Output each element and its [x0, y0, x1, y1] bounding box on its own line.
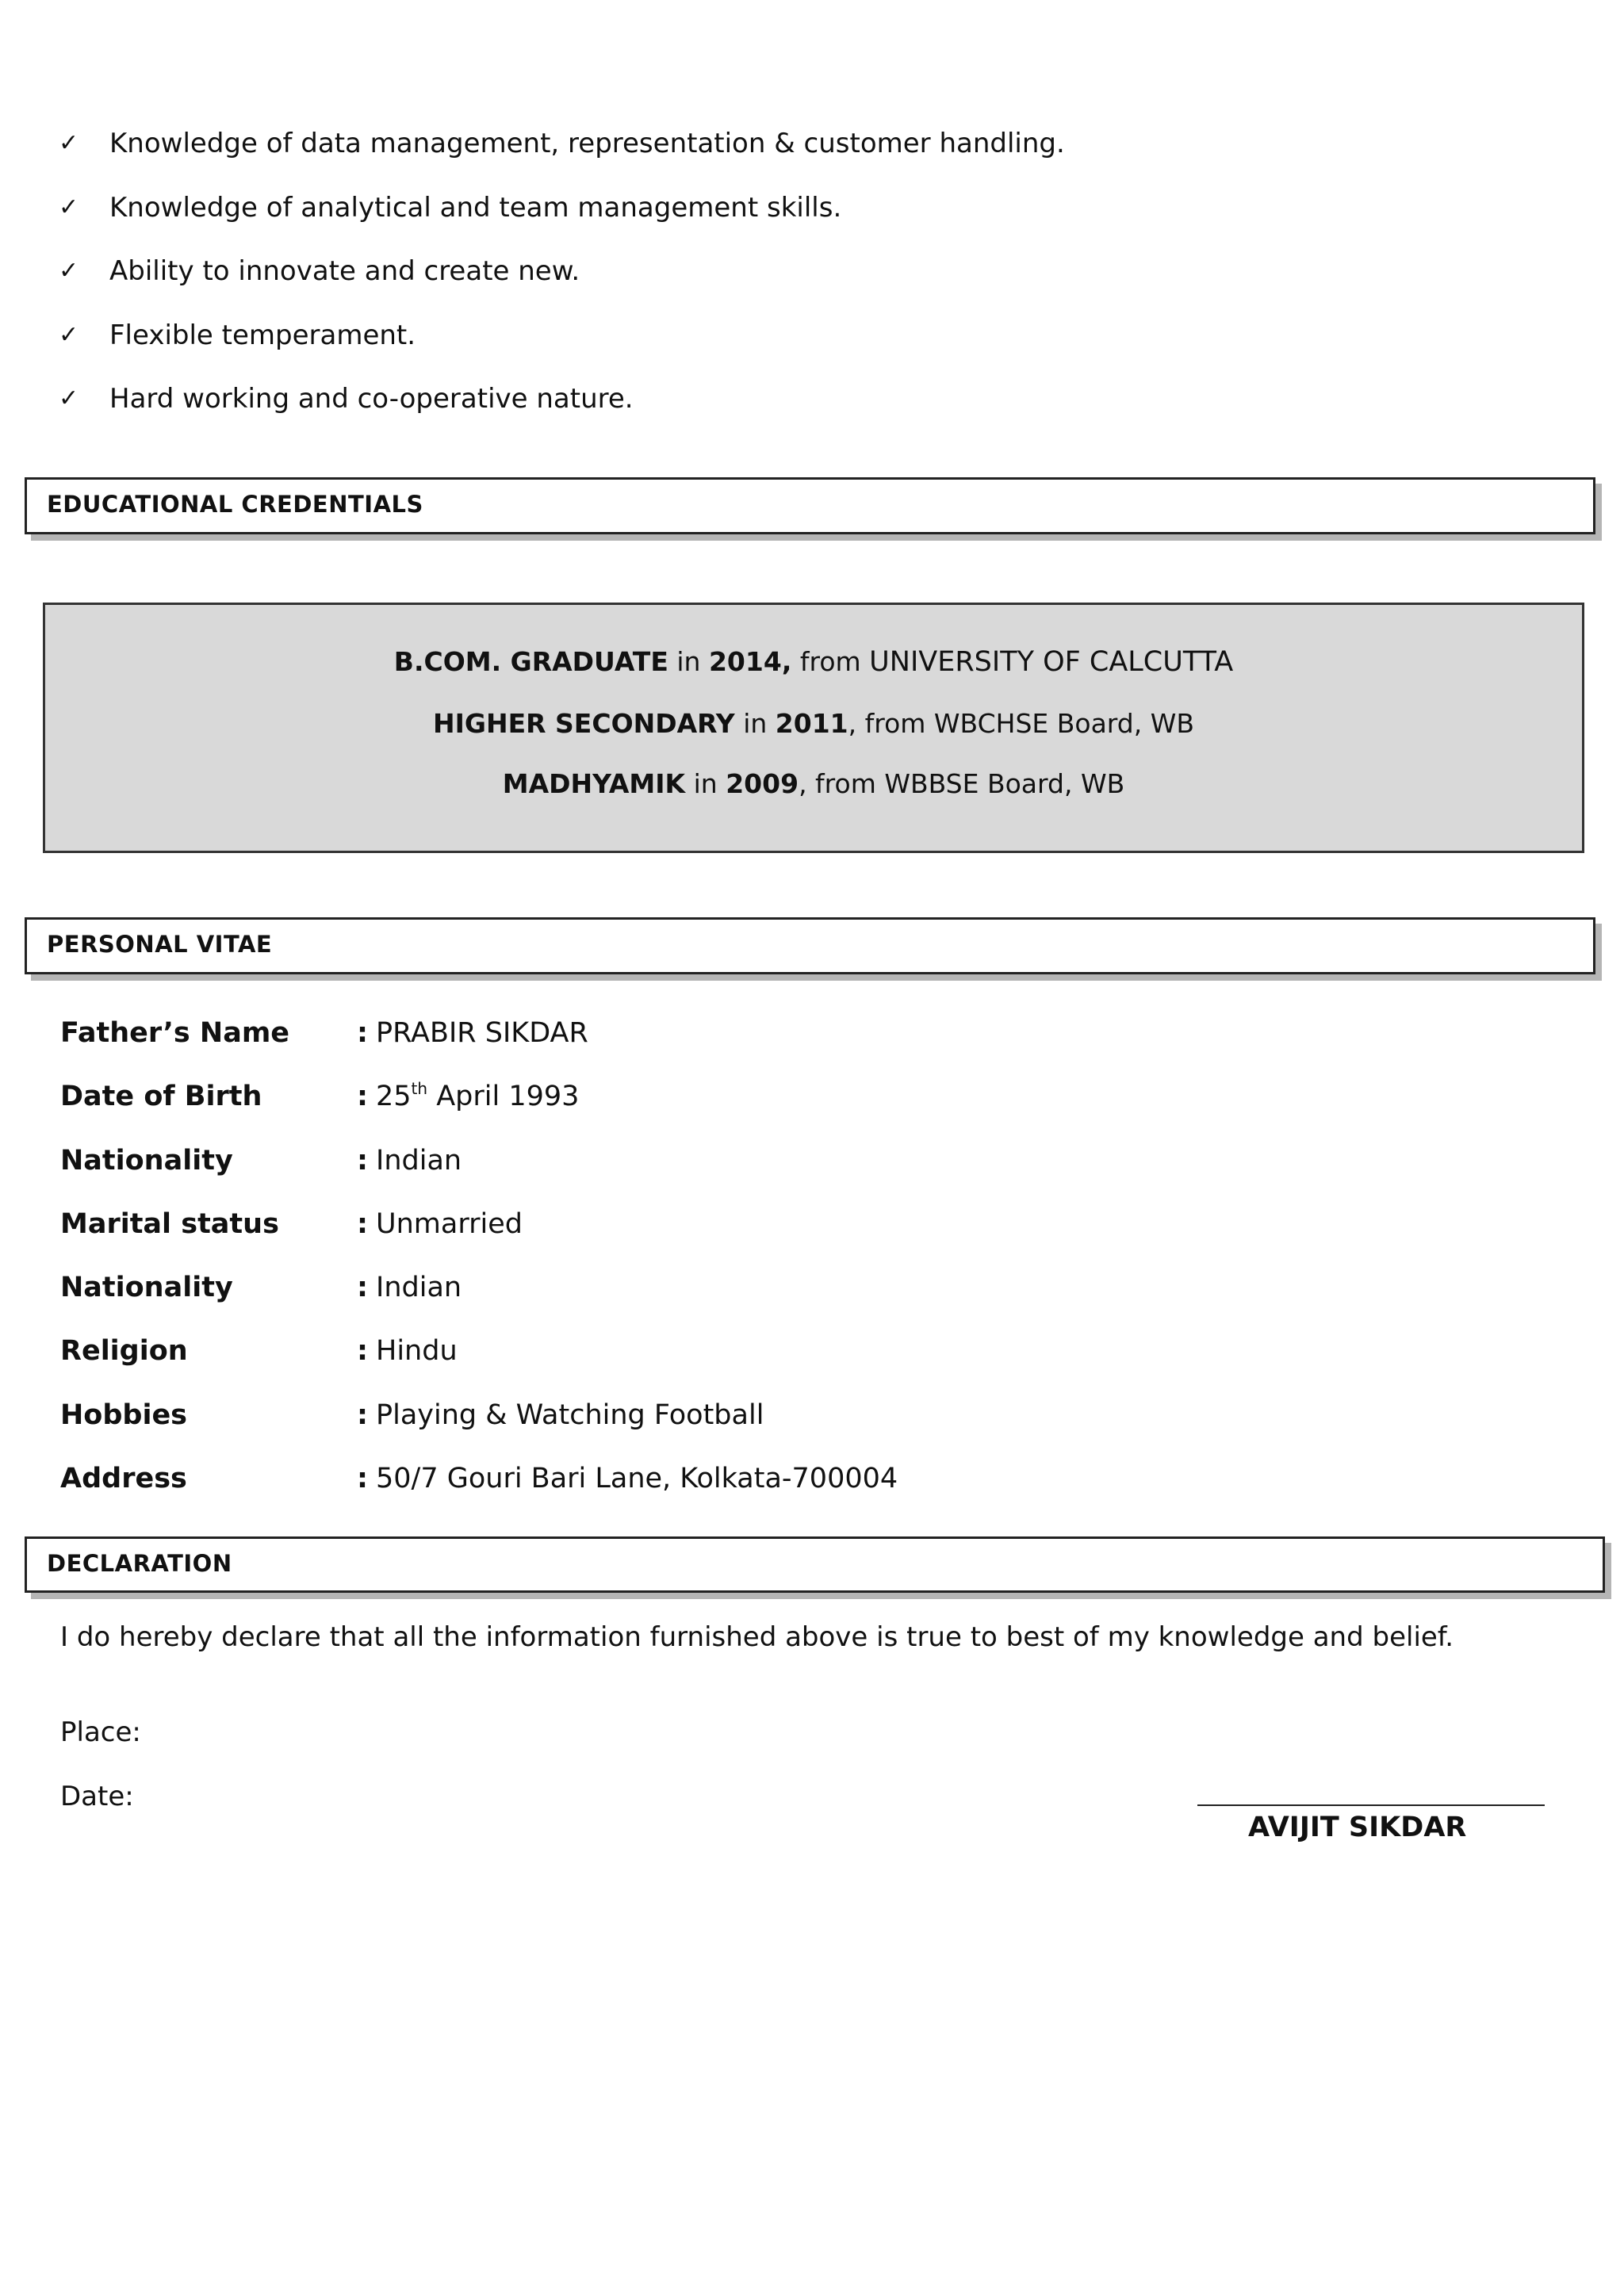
field-label: Address — [60, 1463, 187, 1495]
year: 2011 — [775, 708, 848, 739]
list-item — [59, 379, 1065, 443]
section-title: PERSONAL VITAE — [47, 931, 273, 958]
field-colon: : — [357, 1335, 368, 1368]
section-header-personal-vitae — [25, 917, 1595, 974]
field-colon: : — [357, 1207, 368, 1240]
birth-month-year: April 1993 — [427, 1081, 580, 1113]
education-box — [43, 603, 1584, 853]
skill-text: Ability to innovate and create new. — [109, 255, 580, 287]
skill-text: Hard working and co-operative nature. — [109, 383, 634, 415]
field-value: Playing & Watching Football — [376, 1399, 764, 1431]
in-text: in — [676, 646, 701, 677]
in-text: in — [693, 768, 718, 799]
skills-list — [59, 124, 1065, 443]
skill-text: Flexible temperament. — [109, 319, 416, 351]
section-header-declaration — [25, 1536, 1605, 1593]
signature-line — [1197, 1804, 1545, 1806]
field-label: Marital status — [60, 1207, 279, 1240]
field-value — [376, 1077, 579, 1116]
field-value: PRABIR SIKDAR — [376, 1017, 588, 1049]
signature-name: AVIJIT SIKDAR — [1248, 1812, 1467, 1843]
field-colon: : — [357, 1272, 368, 1304]
field-label: Religion — [60, 1335, 188, 1368]
institution: WBCHSE Board, WB — [933, 708, 1194, 739]
ordinal-suffix: th — [411, 1079, 428, 1099]
list-item — [59, 316, 1065, 380]
education-entry — [45, 706, 1582, 741]
from-text: , from — [799, 768, 876, 799]
from-text: from — [799, 646, 861, 677]
year: 2014, — [708, 646, 792, 677]
field-label: Hobbies — [60, 1399, 188, 1431]
degree: MADHYAMIK — [502, 768, 686, 799]
education-entry — [45, 645, 1582, 679]
checkmark-icon: ✓ — [59, 257, 79, 285]
declaration-text: I do hereby declare that all the information furnished above is true to best of my knowledge and belief. — [60, 1621, 1454, 1653]
section-title: DECLARATION — [47, 1550, 232, 1577]
list-item — [59, 188, 1065, 252]
year: 2009 — [726, 768, 799, 799]
field-colon: : — [357, 1144, 368, 1177]
field-colon: : — [357, 1081, 368, 1113]
checkmark-icon: ✓ — [59, 385, 79, 412]
field-value: Indian — [376, 1144, 462, 1177]
degree: HIGHER SECONDARY — [433, 708, 735, 739]
checkmark-icon: ✓ — [59, 193, 79, 221]
field-value: Hindu — [376, 1335, 458, 1368]
field-label: Nationality — [60, 1272, 233, 1304]
field-colon: : — [357, 1017, 368, 1049]
degree: B.COM. GRADUATE — [393, 646, 668, 677]
in-text: in — [743, 708, 768, 739]
list-item — [59, 251, 1065, 316]
field-colon: : — [357, 1463, 368, 1495]
date-label: Date: — [60, 1781, 134, 1812]
skill-text: Knowledge of data management, representation & customer handling. — [109, 128, 1065, 159]
institution: UNIVERSITY OF CALCUTTA — [869, 646, 1234, 678]
checkmark-icon: ✓ — [59, 320, 79, 349]
field-colon: : — [357, 1399, 368, 1431]
birth-day: 25 — [376, 1081, 412, 1113]
section-header-education — [25, 477, 1595, 534]
field-label: Father’s Name — [60, 1017, 290, 1049]
institution: WBBSE Board, WB — [884, 768, 1125, 799]
section-title: EDUCATIONAL CREDENTIALS — [47, 491, 423, 518]
place-label: Place: — [60, 1716, 141, 1748]
education-entry — [45, 767, 1582, 802]
from-text: , from — [848, 708, 926, 739]
field-value: 50/7 Gouri Bari Lane, Kolkata-700004 — [376, 1463, 898, 1495]
field-value: Unmarried — [376, 1207, 523, 1240]
field-label: Date of Birth — [60, 1081, 262, 1113]
field-label: Nationality — [60, 1144, 233, 1177]
list-item — [59, 124, 1065, 188]
field-value: Indian — [376, 1272, 462, 1304]
checkmark-icon: ✓ — [59, 129, 79, 157]
skill-text: Knowledge of analytical and team management skills. — [109, 191, 842, 224]
